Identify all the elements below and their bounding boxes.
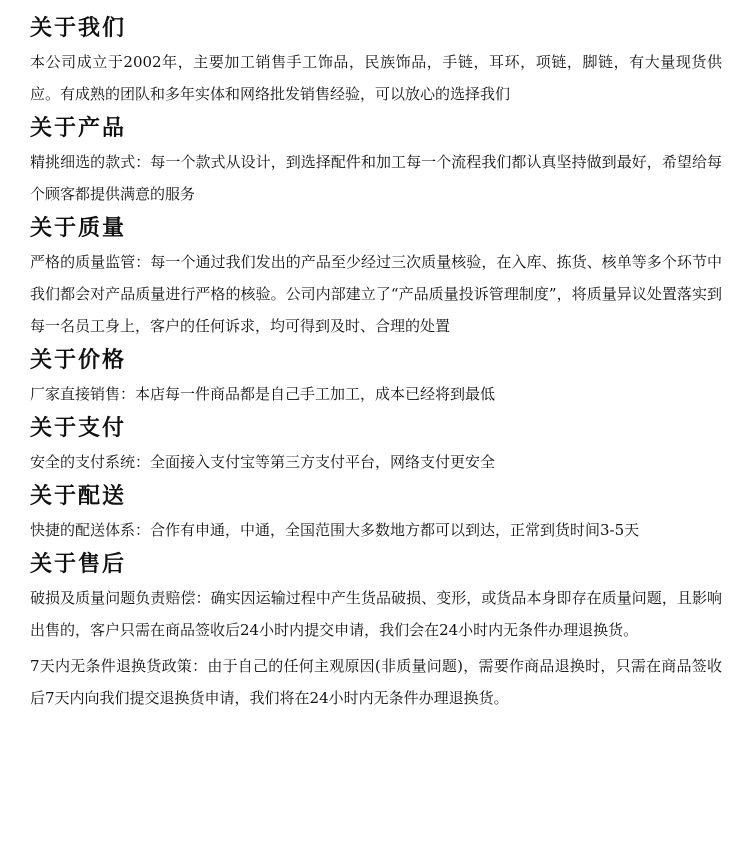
section-paragraph: 快捷的配送体系：合作有申通，中通，全国范围大多数地方都可以到达，正常到货时间3-5天 — [30, 521, 640, 539]
section-heading: 关于售后 — [30, 552, 127, 577]
section-about-us — [30, 14, 722, 110]
section-about-quality — [30, 214, 722, 342]
section-heading: 关于产品 — [30, 116, 127, 141]
section-heading: 关于支付 — [30, 416, 127, 441]
section-paragraph: 本公司成立于2002年，主要加工销售手工饰品，民族饰品，手链，耳环，项链，脚链，有大量现货供应。有成熟的团队和多年实体和网络批发销售经验，可以放心的选择我们 — [30, 53, 722, 103]
section-heading: 关于配送 — [30, 484, 127, 509]
section-paragraph: 破损及质量问题负责赔偿：确实因运输过程中产生货品破损、变形，或货品本身即存在质量问题，且影响出售的，客户只需在商品签收后24小时内提交申请，我们会在24小时内无条件办理退换货。 — [30, 589, 722, 639]
section-heading: 关于质量 — [30, 216, 127, 241]
section-paragraph: 厂家直接销售：本店每一件商品都是自己手工加工，成本已经将到最低 — [30, 385, 496, 403]
section-heading: 关于我们 — [30, 16, 127, 41]
section-heading: 关于价格 — [30, 348, 127, 373]
section-after-sales — [30, 550, 722, 714]
section-paragraph: 7天内无条件退换货政策：由于自己的任何主观原因(非质量问题)，需要作商品退换时，只需在商品签收后7天内向我们提交退换货申请，我们将在24小时内无条件办理退换货。 — [30, 657, 722, 707]
section-about-price — [30, 346, 722, 410]
section-paragraph: 精挑细选的款式：每一个款式从设计，到选择配件和加工每一个流程我们都认真坚持做到最好，希望给每个顾客都提供满意的服务 — [30, 153, 722, 203]
section-about-payment — [30, 414, 722, 478]
section-about-products — [30, 114, 722, 210]
section-paragraph: 安全的支付系统：全面接入支付宝等第三方支付平台，网络支付更安全 — [30, 453, 496, 471]
section-about-shipping — [30, 482, 722, 546]
section-paragraph: 严格的质量监管：每一个通过我们发出的产品至少经过三次质量核验，在入库、拣货、核单等多个环节中我们都会对产品质量进行严格的核验。公司内部建立了“产品质量投诉管理制度”，将质量异议处置落实到每一名员工身上，客户的任何诉求，均可得到及时、合理的处置 — [30, 253, 722, 335]
